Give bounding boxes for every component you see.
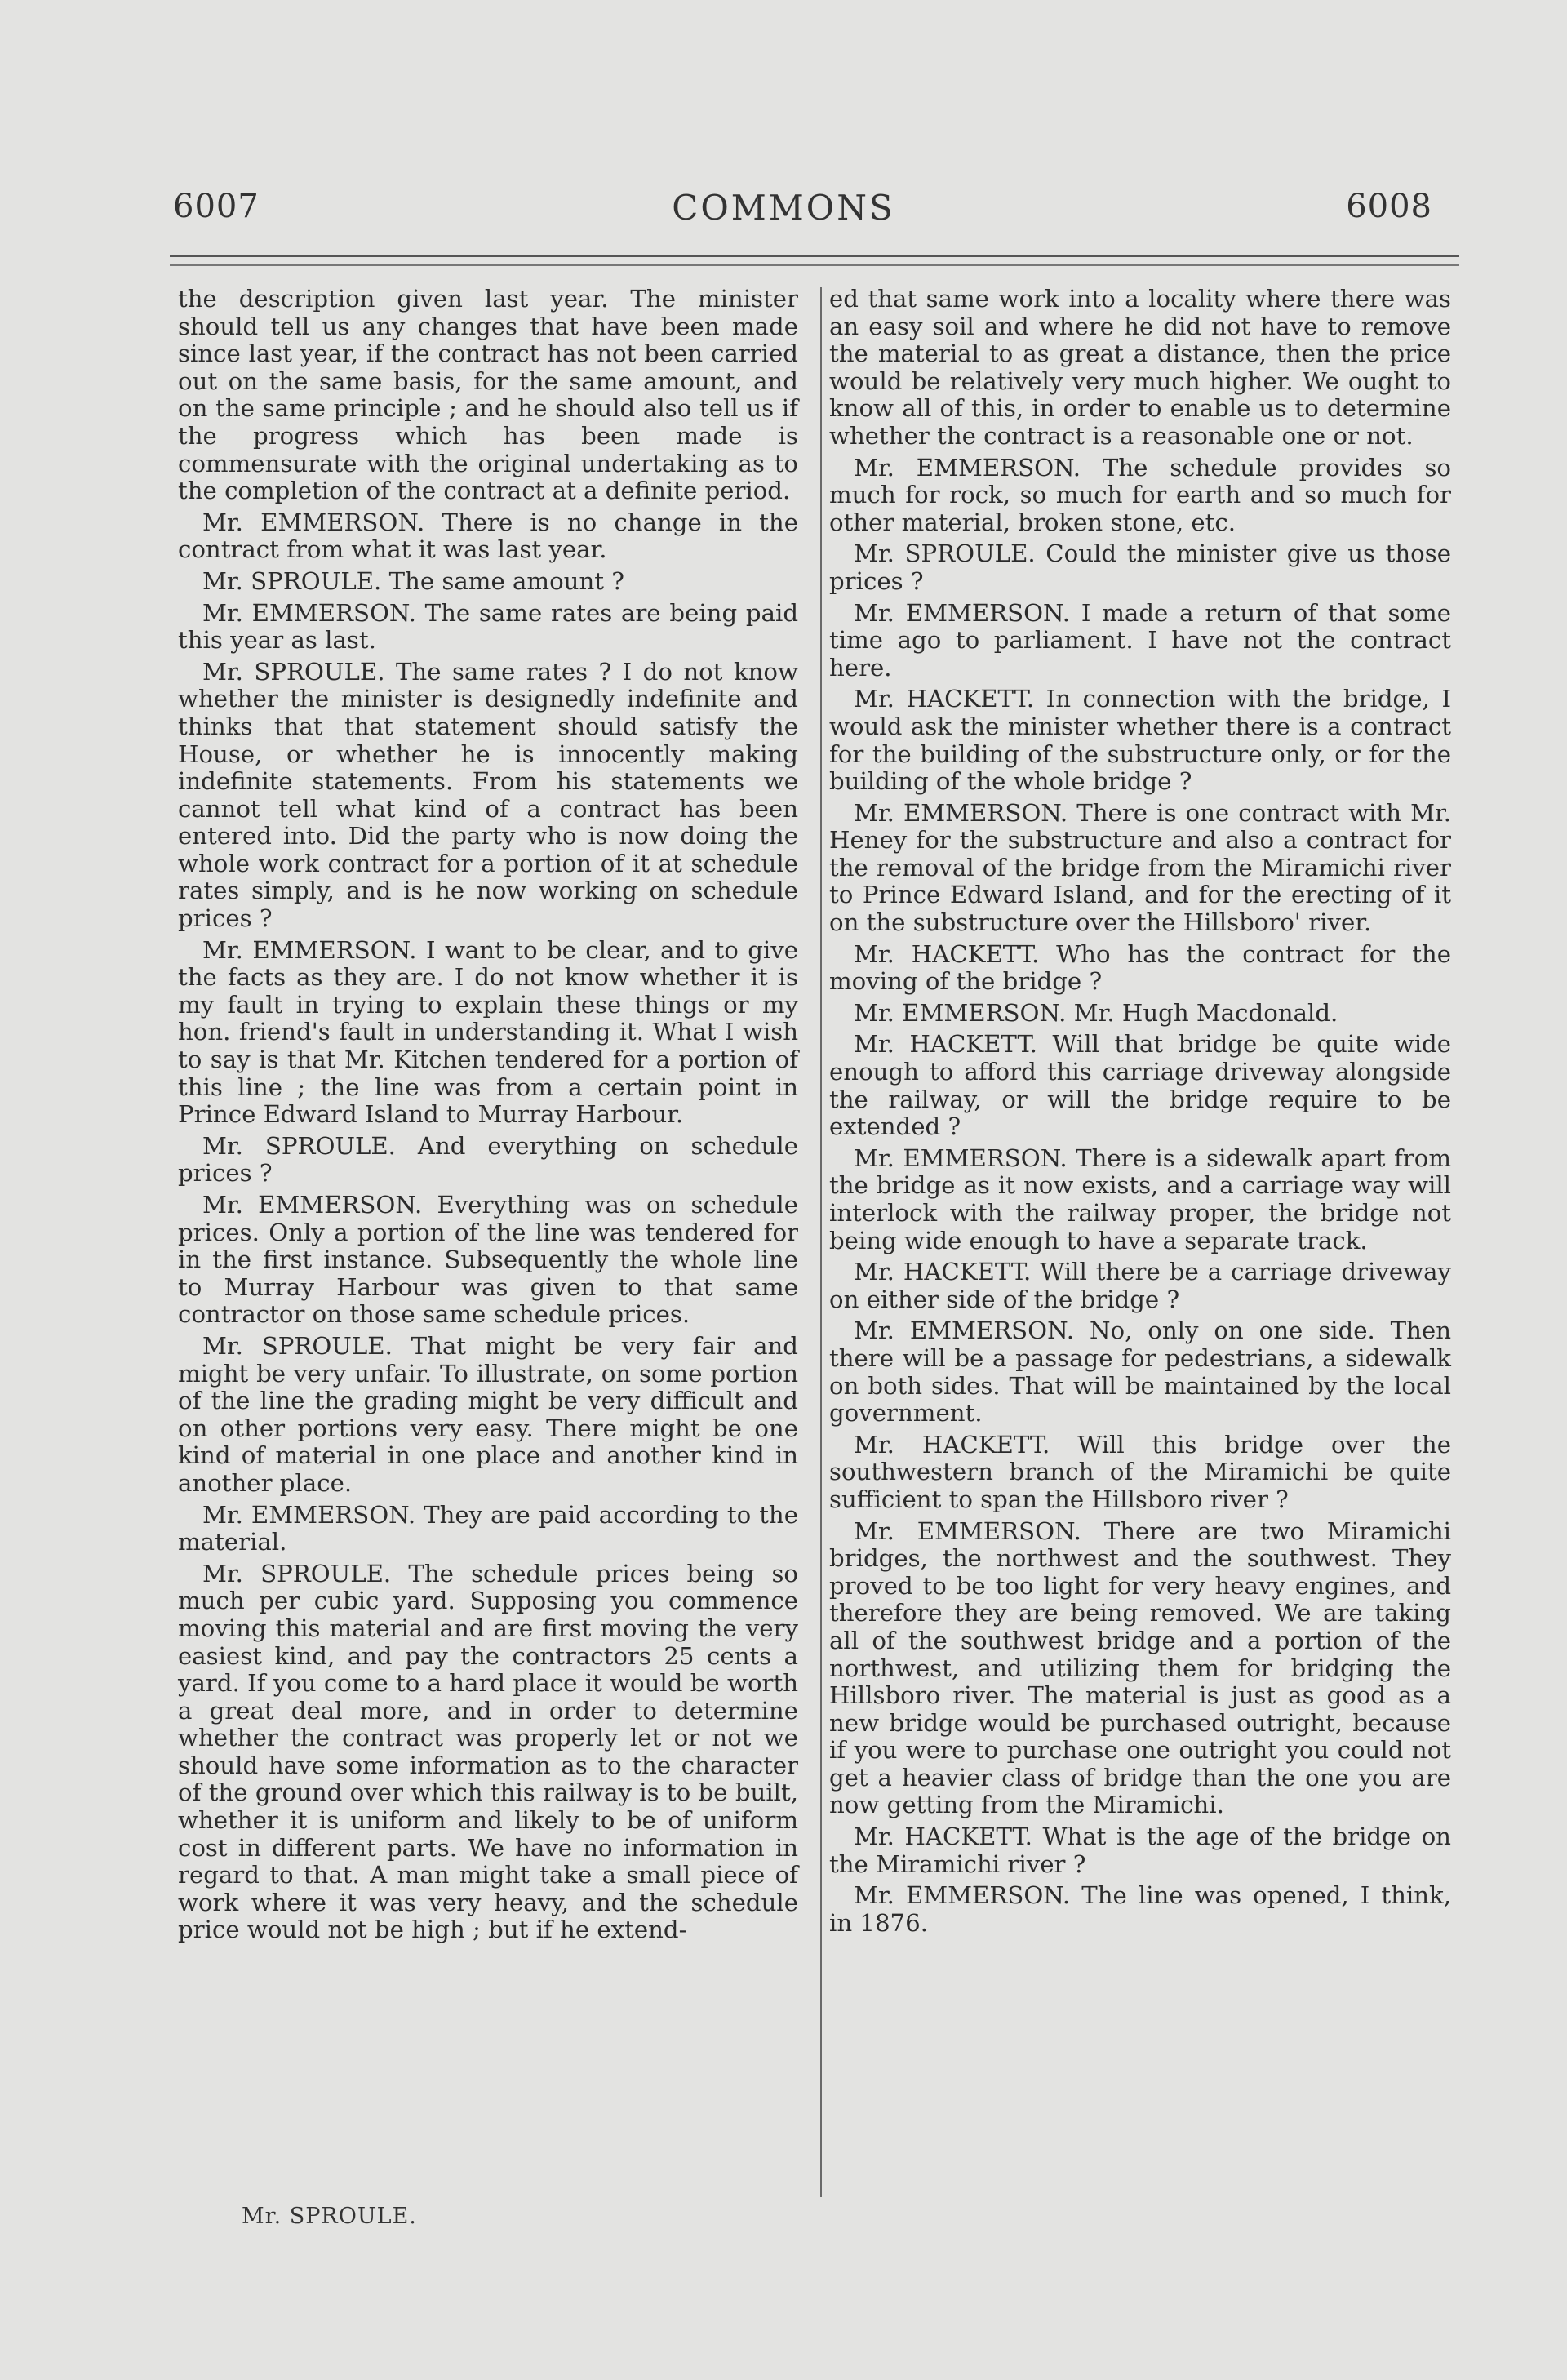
paragraph: the description given last year. The minister should tell us any changes that have been made since last year, if the contract has not been carried out on the same basis, for the same amount, and on the same principle ; and he should also tell us if the progress which has been made is commensurate with the original undertaking as to the completion of the contract at a definite period. <box>178 285 798 505</box>
paragraph: Mr. EMMERSON. I want to be clear, and to give the facts as they are. I do not know whether it is my fault in trying to explain these things or my hon. friend's fault in understanding it. What I wish to say is that Mr. Kitchen tendered for a portion of this line ; the line was from a certain point in Prince Edward Island to Murray Harbour. <box>178 935 798 1129</box>
paragraph: Mr. HACKETT. Will this bridge over the southwestern branch of the Miramichi be quite sufficient to span the Hillsboro river ? <box>829 1430 1451 1513</box>
left-column <box>178 286 798 1948</box>
paragraph: Mr. SPROULE. The schedule prices being so much per cubic yard. Supposing you commence moving this material and are first moving the very easiest kind, and pay the contractors 25 cents a yard. If you come to a hard place it would be worth a great deal more, and in order to determine whether the contract was properly let or not we should have some information as to the character of the ground over which this railway is to be built, whether it is uniform and likely to be of uniform cost in different parts. We have no information in regard to that. A man might take a small piece of work where it was very heavy, and the schedule price would not be high ; but if he extend- <box>178 1559 798 1944</box>
left-page-number: 6007 <box>173 188 260 225</box>
header-rule-secondary <box>170 264 1459 266</box>
paragraph: Mr. EMMERSON. No, only on one side. Then there will be a passage for pedestrians, a sidewalk on both sides. That will be maintained by the local government. <box>829 1317 1451 1428</box>
paragraph: Mr. HACKETT. What is the age of the bridge on the Miramichi river ? <box>829 1823 1451 1878</box>
paragraph: Mr. EMMERSON. There is one contract with Mr. Heney for the substructure and also a contract for the removal of the bridge from the Miramichi river to Prince Edward Island, and for the erecting of it on the substructure over the Hillsboro' river. <box>829 798 1451 937</box>
paragraph: Mr. EMMERSON. Mr. Hugh Macdonald. <box>854 998 1338 1027</box>
right-page-number: 6008 <box>1346 188 1432 225</box>
paragraph: Mr. EMMERSON. I made a return of that some time ago to parliament. I have not the contract here. <box>829 598 1451 682</box>
paragraph: Mr. EMMERSON. The line was opened, I think, in 1876. <box>829 1881 1451 1937</box>
paragraph: Mr. EMMERSON. There is a sidewalk apart from the bridge as it now exists, and a carriage way will interlock with the railway proper, the bridge not being wide enough to have a separate track. <box>829 1143 1451 1254</box>
paragraph: Mr. EMMERSON. The schedule provides so much for rock, so much for earth and so much for other material, broken stone, etc. <box>829 453 1451 536</box>
paragraph: ed that same work into a locality where there was an easy soil and where he did not have to remove the material to as great a distance, then the price would be relatively very much higher. We ought to know all of this, in order to enable us to determine whether the contract is a reasonable one or not. <box>829 285 1451 450</box>
footer-speaker: Mr. SPROULE. <box>242 2204 417 2229</box>
column-divider <box>820 287 822 2197</box>
paragraph: Mr. EMMERSON. There is no change in the contract from what it was last year. <box>178 508 798 564</box>
paragraph: Mr. HACKETT. Will that bridge be quite wide enough to afford this carriage driveway alongside the railway, or will the bridge require to be extended ? <box>829 1030 1451 1141</box>
paragraph: Mr. EMMERSON. They are paid according to the material. <box>178 1500 798 1556</box>
paragraph: Mr. SPROULE. The same amount ? <box>202 566 624 595</box>
paragraph: Mr. EMMERSON. The same rates are being paid this year as last. <box>178 598 798 655</box>
paragraph: Mr. SPROULE. Could the minister give us those prices ? <box>829 539 1451 595</box>
page-title: COMMONS <box>672 188 895 228</box>
paragraph: Mr. HACKETT. Who has the contract for the moving of the bridge ? <box>829 939 1451 996</box>
paragraph: Mr. EMMERSON. There are two Miramichi bridges, the northwest and the southwest. They proved to be too light for very heavy engines, and therefore they are being removed. We are taking all of the southwest bridge and a portion of the northwest, and utilizing them for bridging the Hillsboro river. The material is just as good as a new bridge would be purchased outright, because if you were to purchase one outright you could not get a heavier class of bridge than the one you are now getting from the Miramichi. <box>829 1516 1451 1819</box>
paragraph: Mr. SPROULE. That might be very fair and might be very unfair. To illustrate, on some portion of the line the grading might be very difficult and on other portions very easy. There might be one kind of material in one place and another kind in another place. <box>178 1331 798 1497</box>
paragraph: Mr. EMMERSON. Everything was on schedule prices. Only a portion of the line was tendered for in the first instance. Subsequently the whole line to Murray Harbour was given to that same contractor on those same schedule prices. <box>178 1191 798 1329</box>
paragraph: Mr. SPROULE. And everything on schedule prices ? <box>178 1131 798 1188</box>
right-column <box>829 286 1451 1941</box>
header-rule <box>170 255 1459 257</box>
paragraph: Mr. SPROULE. The same rates ? I do not know whether the minister is designedly indefinite and thinks that that statement should satisfy the House, or whether he is innocently making indefinite statements. From his statements we cannot tell what kind of a contract has been entered into. Did the party who is now doing the whole work contract for a portion of it at schedule rates simply, and is he now working on schedule prices ? <box>178 657 798 933</box>
paragraph: Mr. HACKETT. Will there be a carriage driveway on either side of the bridge ? <box>829 1258 1451 1313</box>
paragraph: Mr. HACKETT. In connection with the bridge, I would ask the minister whether there is a contract for the building of the substructure only, or for the building of the whole bridge ? <box>829 685 1451 796</box>
